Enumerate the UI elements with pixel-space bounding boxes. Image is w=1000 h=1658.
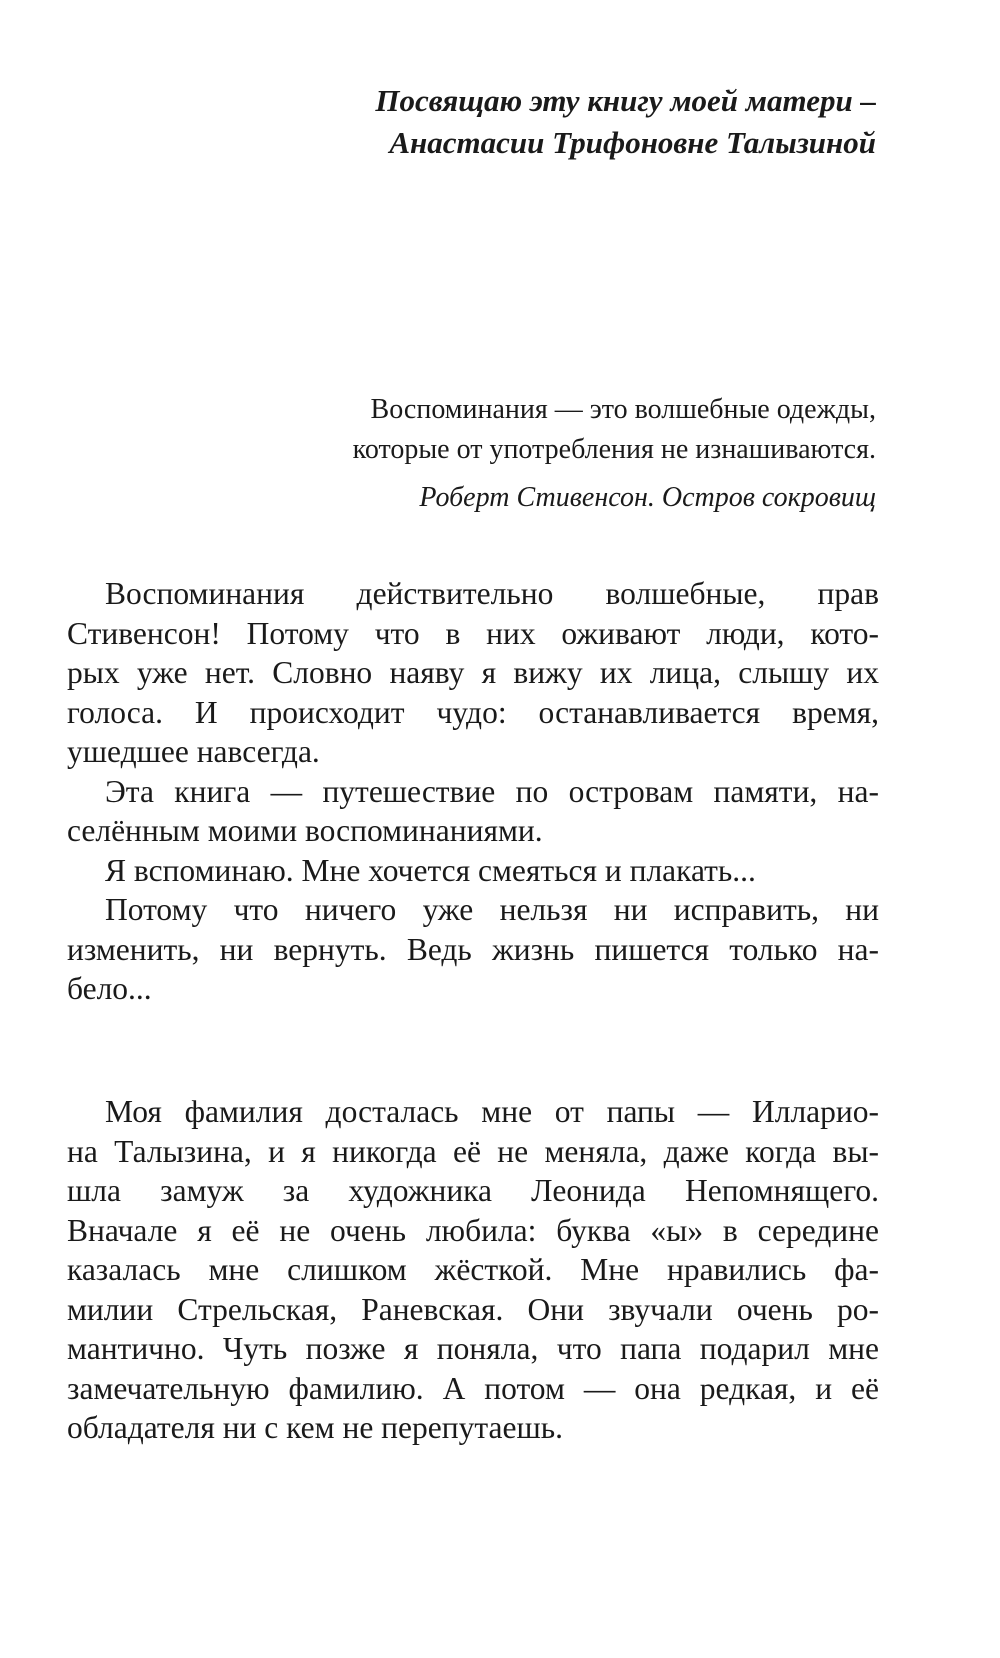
text-line: шла замуж за художника Леонида Непомнящего. bbox=[67, 1173, 879, 1208]
text-line: Моя фамилия досталась мне от папы — Илларио- bbox=[105, 1094, 879, 1129]
text-line: мантично. Чуть позже я поняла, что папа подарил мне bbox=[67, 1331, 879, 1366]
dedication bbox=[375, 80, 876, 164]
text-line: Эта книга — путешествие по островам памяти, на- bbox=[105, 773, 879, 809]
text-line: Стивенсон! Потому что в них оживают люди, кото- bbox=[67, 615, 879, 651]
text-line: Потому что ничего уже нельзя ни исправить, ни bbox=[105, 892, 879, 927]
text-line: обладателя ни с кем не перепутаешь. bbox=[67, 1410, 563, 1445]
text-line: Я вспоминаю. Мне хочется смеяться и плакать... bbox=[105, 852, 756, 888]
text-line: Воспоминания действительно волшебные, прав bbox=[105, 576, 879, 611]
text-line: замечательную фамилию. А потом — она редкая, и её bbox=[67, 1370, 879, 1406]
dedication-line: Посвящаю эту книгу моей матери – bbox=[375, 83, 876, 118]
text-line: рых уже нет. Словно наяву я вижу их лица, слышу их bbox=[67, 655, 879, 690]
epigraph bbox=[353, 390, 876, 518]
epigraph-source: Роберт Стивенсон. Остров сокровищ bbox=[419, 482, 876, 513]
body-section-1 bbox=[67, 574, 879, 1009]
text-line: на Талызина, и я никогда её не меняла, даже когда вы- bbox=[67, 1133, 879, 1169]
text-line: голоса. И происходит чудо: останавливается время, bbox=[67, 694, 879, 730]
dedication-line: Анастасии Трифоновне Талызиной bbox=[389, 125, 876, 160]
text-line: изменить, ни вернуть. Ведь жизнь пишется только на- bbox=[67, 931, 879, 967]
text-line: милии Стрельская, Раневская. Они звучали очень ро- bbox=[67, 1291, 879, 1327]
body-section-2 bbox=[67, 1092, 879, 1448]
epigraph-line: Воспоминания — это волшебные одежды, bbox=[370, 394, 876, 425]
text-line: селённым моими воспоминаниями. bbox=[67, 813, 543, 848]
text-line: ушедшее навсегда. bbox=[67, 734, 320, 769]
text-line: Вначале я её не очень любила: буква «ы» в середине bbox=[67, 1212, 879, 1248]
text-line: бело... bbox=[67, 971, 152, 1006]
text-line: казалась мне слишком жёсткой. Мне нравились фа- bbox=[67, 1252, 879, 1287]
epigraph-line: которые от употребления не изнашиваются. bbox=[352, 434, 876, 465]
